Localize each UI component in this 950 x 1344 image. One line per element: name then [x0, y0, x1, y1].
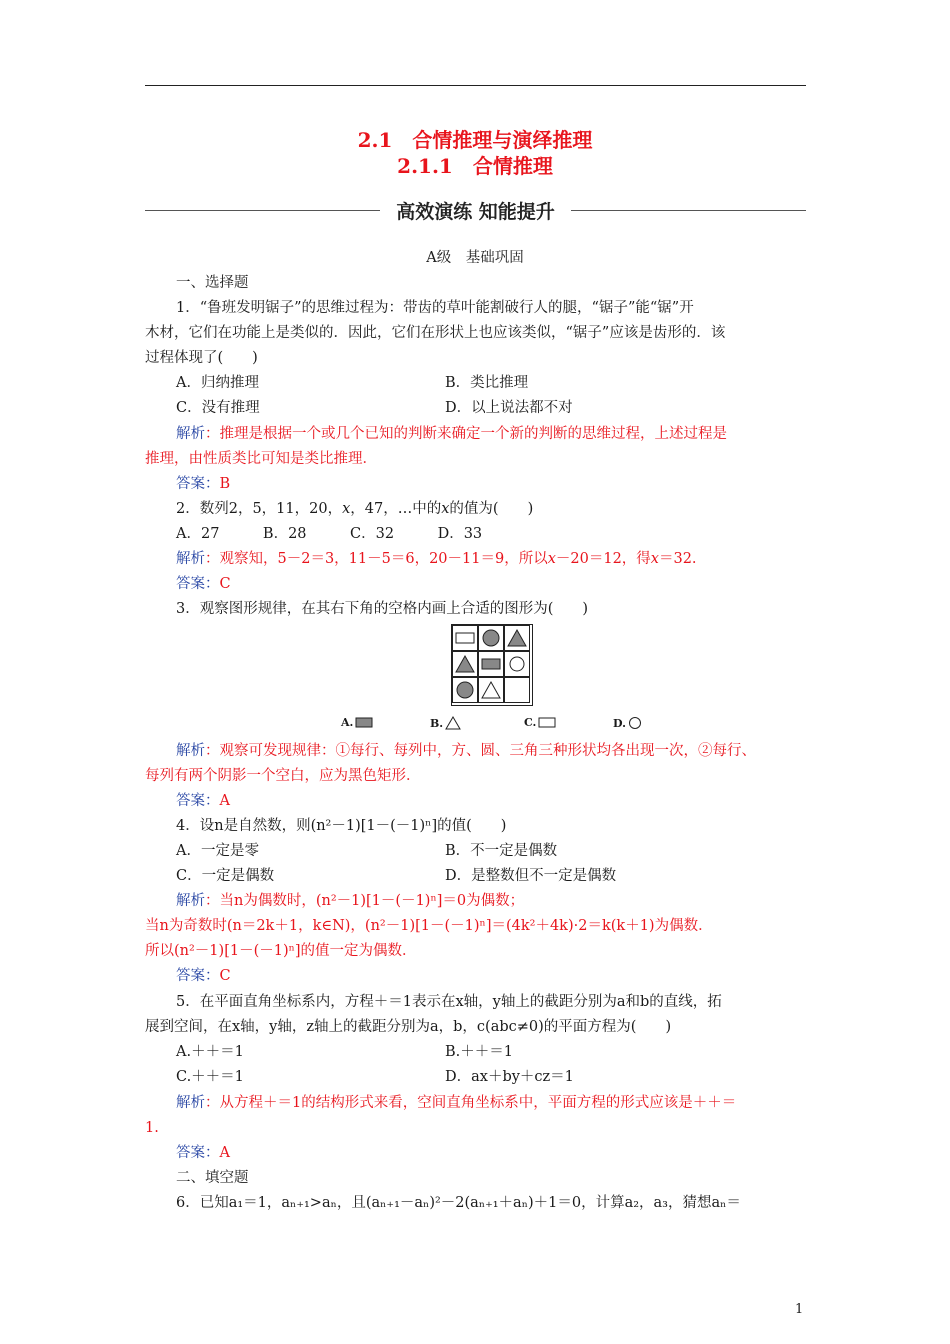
- q5-option-d: D．ax＋by＋cz＝1: [445, 1069, 574, 1085]
- grid-cell-circle-shaded: [452, 677, 478, 703]
- q5-answer-value: A: [219, 1145, 230, 1161]
- circle-icon: [481, 628, 501, 648]
- answer-label: 答案：: [176, 576, 220, 592]
- q3-choice-a: [341, 716, 373, 729]
- grid-cell-triangle-empty: [478, 677, 504, 703]
- q3-analysis-line2: 每列有两个阴影一个空白，应为黑色矩形．: [145, 768, 421, 784]
- section-choice-heading: 一、选择题: [176, 275, 249, 291]
- triangle-icon: [507, 628, 527, 648]
- q3-choice-b: [430, 716, 461, 730]
- analysis-label: 解析: [176, 551, 205, 567]
- q1-analysis-line2: 推理，由性质类比可知是类比推理．: [145, 451, 377, 467]
- triangle-icon: [455, 654, 475, 674]
- q1-answer-value: B: [219, 476, 231, 492]
- q5-analysis-line1: [176, 1093, 841, 1113]
- answer-label: 答案：: [176, 476, 220, 492]
- q1-options-ab: [176, 373, 841, 393]
- rectangle-icon: [538, 717, 556, 729]
- q2-analysis-x: x: [547, 551, 556, 567]
- q5-answer: [176, 1143, 841, 1163]
- rectangle-icon: [455, 631, 475, 645]
- q2-analysis-b: －20＝12，得: [555, 551, 651, 567]
- q5-analysis-text1: ：从方程＋＝1的结构形式来看，空间直角坐标系中，平面方程的形式应该是＋＋＝: [205, 1095, 737, 1111]
- q3-answer-value: A: [219, 793, 230, 809]
- q4-answer: [176, 966, 841, 986]
- q1-line1: 1．“鲁班发明锯子”的思维过程为：带齿的草叶能割破行人的腿，“锯子”能“锯”开: [176, 300, 694, 316]
- q2-analysis-c: ＝32.: [658, 551, 697, 567]
- q5-option-b: B.＋＋＝1: [445, 1044, 513, 1060]
- banner: [145, 197, 806, 223]
- grid-cell-rect-empty: [452, 625, 478, 651]
- analysis-label: 解析: [176, 426, 205, 442]
- q5-line2: 展到空间，在x轴，y轴，z轴上的截距分别为a，b，c(abc≠0)的平面方程为( ): [145, 1019, 672, 1035]
- q5-option-a: A.＋＋＝1: [176, 1044, 244, 1060]
- q2-answer: [176, 574, 841, 594]
- analysis-label: 解析: [176, 743, 205, 759]
- q6-stem: 6．已知a₁＝1，aₙ₊₁>aₙ，且(aₙ₊₁－aₙ)²－2(aₙ₊₁＋aₙ)＋1＝0，计算a₂，a₃，猜想aₙ＝: [176, 1195, 741, 1211]
- q1-analysis-line1: [176, 424, 841, 444]
- circle-icon: [455, 680, 475, 700]
- rectangle-icon: [481, 657, 501, 671]
- section-fill-heading: 二、填空题: [176, 1170, 249, 1186]
- q2-analysis-x2: x: [650, 551, 659, 567]
- q5-options-cd: [176, 1067, 841, 1087]
- section-title: 2.1 合情推理与演绎推理: [357, 128, 593, 152]
- level-heading: A级 基础巩固: [426, 250, 524, 266]
- rectangle-icon: [355, 717, 373, 729]
- q3-choice-a-label: A.: [341, 716, 354, 729]
- grid-cell-blank: [504, 677, 530, 703]
- q3-choice-b-label: B.: [430, 716, 444, 730]
- q4-analysis-text1: ：当n为偶数时，(n²－1)[1－(－1)ⁿ]＝0为偶数；: [205, 893, 525, 909]
- q3-stem: 3．观察图形规律，在其右下角的空格内画上合适的图形为( ): [176, 601, 589, 617]
- answer-label: 答案：: [176, 968, 220, 984]
- grid-cell-circle-empty: [504, 651, 530, 677]
- q4-answer-value: C: [219, 968, 231, 984]
- q1-answer: [176, 474, 841, 494]
- circle-icon: [507, 654, 527, 674]
- circle-icon: [628, 716, 642, 730]
- grid-cell-circle-shaded: [478, 625, 504, 651]
- q3-choice-d: [613, 716, 642, 730]
- pattern-grid: [451, 624, 533, 706]
- q3-choice-d-label: D.: [613, 716, 626, 730]
- q2-var-x: x: [342, 501, 351, 517]
- page-number: 1: [795, 1302, 804, 1317]
- q4-options-cd: [176, 866, 841, 886]
- q2-stem-b: ，47，…中的: [350, 501, 442, 517]
- q4-stem: 4．设n是自然数，则(n²－1)[1－(－1)ⁿ]的值( ): [176, 818, 507, 834]
- q1-line3: 过程体现了( ): [145, 350, 258, 366]
- q2-stem-a: 2．数列2，5，11，20，: [176, 501, 343, 517]
- q2-options: A．27 B．28 C．32 D．33: [176, 526, 483, 542]
- q3-choice-c: [524, 716, 556, 729]
- q1-option-b: B．类比推理: [445, 375, 529, 391]
- q4-option-d: D．是整数但不一定是偶数: [445, 868, 617, 884]
- q5-analysis-line2: 1.: [145, 1120, 159, 1136]
- q4-options-ab: [176, 841, 841, 861]
- answer-label: 答案：: [176, 1145, 220, 1161]
- q5-options-ab: [176, 1042, 841, 1062]
- q4-option-a: A．一定是零: [176, 843, 259, 859]
- grid-cell-triangle-shaded: [504, 625, 530, 651]
- analysis-label: 解析: [176, 893, 205, 909]
- q1-option-c: C．没有推理: [176, 400, 260, 416]
- grid-cell-rect-shaded: [478, 651, 504, 677]
- q4-analysis-line1: [176, 891, 841, 911]
- q4-option-c: C．一定是偶数: [176, 868, 275, 884]
- analysis-label: 解析: [176, 1095, 205, 1111]
- subsection-title: 2.1.1 合情推理: [397, 154, 553, 178]
- q1-options-cd: [176, 398, 841, 418]
- q3-analysis-line1: [176, 741, 841, 761]
- q1-option-a: A．归纳推理: [176, 375, 259, 391]
- q4-analysis-line3: 所以(n²－1)[1－(－1)ⁿ]的值一定为偶数．: [145, 943, 417, 959]
- triangle-icon: [445, 716, 461, 730]
- q2-stem-c: 的值为( ): [449, 501, 534, 517]
- banner-text: 高效演练 知能提升: [396, 201, 555, 223]
- q2-stem: [176, 499, 841, 519]
- q2-answer-value: C: [219, 576, 231, 592]
- q1-analysis-text1: ：推理是根据一个或几个已知的判断来确定一个新的判断的思维过程，上述过程是: [205, 426, 727, 442]
- q3-choice-c-label: C.: [524, 716, 537, 729]
- q3-analysis-text1: ：观察可发现规律：①每行、每列中，方、圆、三角三种形状均各出现一次，②每行、: [205, 743, 756, 759]
- grid-cell-triangle-shaded: [452, 651, 478, 677]
- q4-option-b: B．不一定是偶数: [445, 843, 558, 859]
- q3-answer: [176, 791, 841, 811]
- q4-analysis-line2: 当n为奇数时(n＝2k＋1，k∈N)，(n²－1)[1－(－1)ⁿ]＝(4k²＋4k)·2＝k(k＋1)为偶数．: [145, 918, 713, 934]
- q2-analysis: [176, 549, 841, 569]
- q2-var-x2: x: [441, 501, 450, 517]
- answer-label: 答案：: [176, 793, 220, 809]
- q5-line1: 5．在平面直角坐标系内，方程＋＝1表示在x轴，y轴上的截距分别为a和b的直线，拓: [176, 994, 722, 1010]
- q5-option-c: C.＋＋＝1: [176, 1069, 244, 1085]
- triangle-icon: [481, 680, 501, 700]
- top-rule: [145, 85, 806, 86]
- q1-line2: 木材，它们在功能上是类似的．因此，它们在形状上也应该类似，“锯子”应该是齿形的．该: [145, 325, 726, 341]
- q1-option-d: D．以上说法都不对: [445, 400, 573, 416]
- q2-analysis-a: ：观察知，5－2＝3，11－5＝6，20－11＝9，所以: [205, 551, 548, 567]
